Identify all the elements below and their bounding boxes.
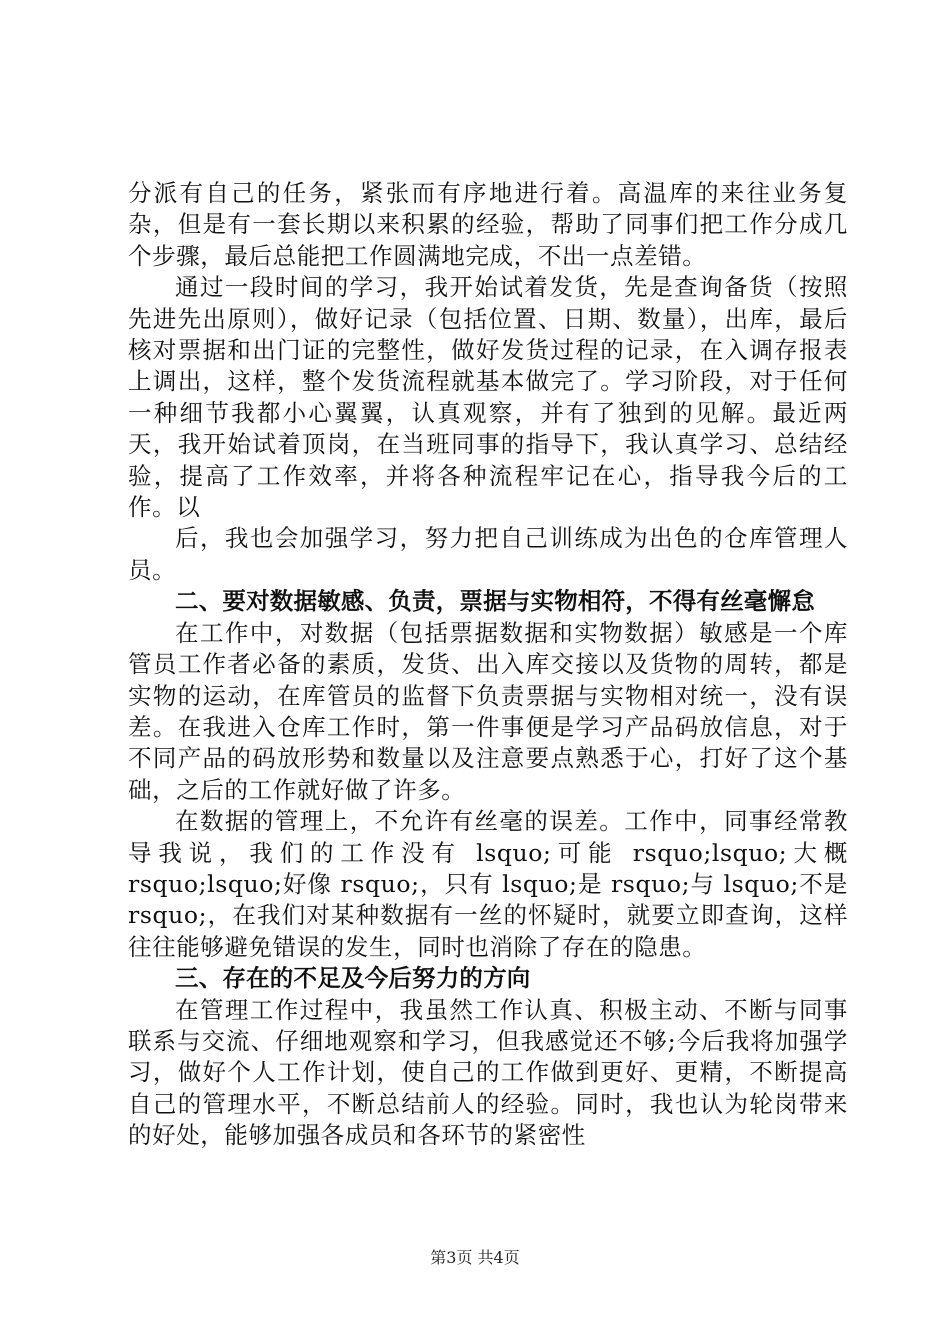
page-footer: 第3页 共4页 (430, 1248, 520, 1267)
document-body (128, 178, 848, 1152)
section-heading-3: 三、存在的不足及今后努力的方向 (175, 964, 531, 993)
paragraph-2: 通过一段时间的学习，我开始试着发货，先是查询备货（按照先进先出原则），做好记录（包括位置、日期、数量），出库，最后核对票据和出门证的完整性，做好发货过程的记录，在入调存报表上调出，这样，整个发货流程就基本做完了。学习阶段，对于任何一种细节我都小心翼翼，认真观察，并有了独到的见解。最近两天，我开始试着顶岗，在当班同事的指导下，我认真学习、总结经验，提高了工作效率，并将各种流程牢记在心，指导我今后的工作。以 (128, 273, 848, 522)
paragraph-3: 后，我也会加强学习，努力把自己训练成为出色的仓库管理人员。 (128, 524, 848, 584)
paragraph-4: 在工作中，对数据（包括票据数据和实物数据）敏感是一个库管员工作者必备的素质，发货、出入库交接以及货物的周转，都是实物的运动，在库管员的监督下负责票据与实物相对统一，没有误差。在我进入仓库工作时，第一件事便是学习产品码放信息，对于不同产品的码放形势和数量以及注意要点熟悉于心，打好了这个基础，之后的工作就好做了许多。 (128, 618, 848, 804)
paragraph-6: 在管理工作过程中，我虽然工作认真、积极主动、不断与同事联系与交流、仔细地观察和学习，但我感觉还不够;今后我将加强学习，做好个人工作计划，使自己的工作做到更好、更精，不断提高自己的管理水平，不断总结前人的经验。同时，我也认为轮岗带来的好处，能够加强各成员和各环节的紧密性 (128, 995, 848, 1150)
paragraph-1: 分派有自己的任务，紧张而有序地进行着。高温库的来往业务复杂，但是有一套长期以来积累的经验，帮助了同事们把工作分成几个步骤，最后总能把工作圆满地完成，不出一点差错。 (128, 179, 848, 270)
paragraph-5: 在数据的管理上，不允许有丝毫的误差。工作中，同事经常教导我说，我们的工作没有 lsquo;可能 rsquo;lsquo;大概 rsquo;lsquo;好像 rsquo;，只有 lsquo;是 rsquo;与 lsquo;不是 rsquo;，在我们对某种数据有一丝的怀疑时，就要立即查询，这样往往能够避免错误的发生，同时也消除了存在的隐患。 (128, 807, 848, 961)
section-heading-2: 二、要对数据敏感、负责，票据与实物相符，不得有丝毫懈怠 (175, 587, 815, 616)
